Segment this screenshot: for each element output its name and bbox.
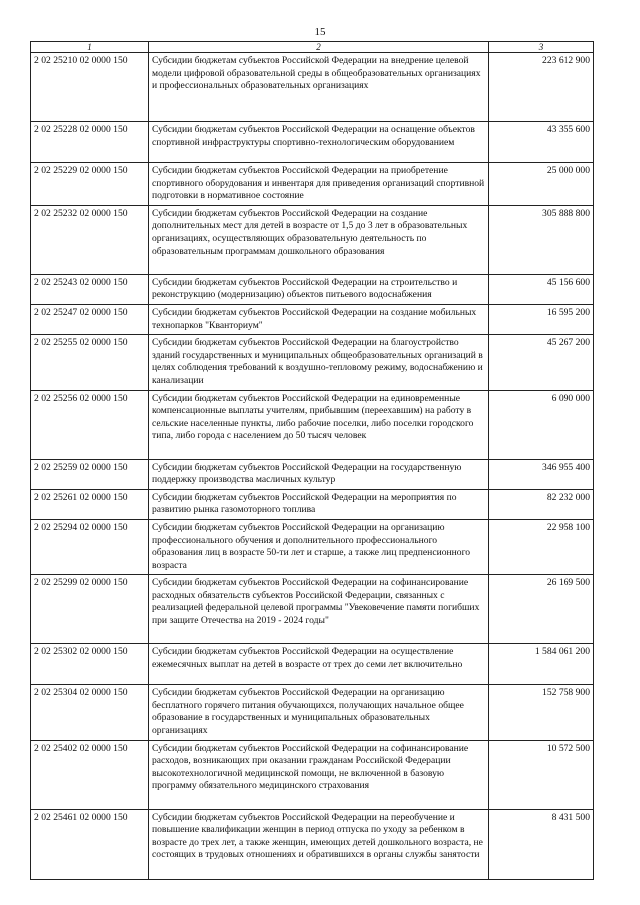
amount-cell: 22 958 100 bbox=[489, 519, 594, 574]
description-cell: Субсидии бюджетам субъектов Российской Федерации на организацию профессионального обучения и дополнительного профессионального образования лиц в возрасте 50-ти лет и старше, а также лиц предпенсионного возраста bbox=[149, 519, 489, 574]
code-cell: 2 02 25229 02 0000 150 bbox=[31, 163, 149, 206]
code-cell: 2 02 25304 02 0000 150 bbox=[31, 685, 149, 740]
description-cell: Субсидии бюджетам субъектов Российской Федерации на оснащение объектов спортивной инфраструктуры спортивно-технологическим оборудованием bbox=[149, 122, 489, 163]
amount-cell: 223 612 900 bbox=[489, 53, 594, 122]
code-cell: 2 02 25256 02 0000 150 bbox=[31, 390, 149, 459]
table-row bbox=[31, 685, 594, 740]
description-cell: Субсидии бюджетам субъектов Российской Федерации на осуществление ежемесячных выплат на детей в возрасте от трех до семи лет включительно bbox=[149, 644, 489, 685]
amount-cell: 305 888 800 bbox=[489, 205, 594, 274]
table-row bbox=[31, 274, 594, 304]
table-row bbox=[31, 519, 594, 574]
code-cell: 2 02 25294 02 0000 150 bbox=[31, 519, 149, 574]
amount-cell: 10 572 500 bbox=[489, 740, 594, 809]
table-row bbox=[31, 644, 594, 685]
table-row bbox=[31, 809, 594, 879]
code-cell: 2 02 25302 02 0000 150 bbox=[31, 644, 149, 685]
description-cell: Субсидии бюджетам субъектов Российской Федерации на единовременные компенсационные выплаты учителям, прибывшим (переехавшим) на работу в сельские населенные пункты, либо рабочие поселки, либо поселки городского типа, либо города с населением до 50 тысяч человек bbox=[149, 390, 489, 459]
code-cell: 2 02 25243 02 0000 150 bbox=[31, 274, 149, 304]
amount-cell: 43 355 600 bbox=[489, 122, 594, 163]
code-cell: 2 02 25402 02 0000 150 bbox=[31, 740, 149, 809]
amount-cell: 82 232 000 bbox=[489, 489, 594, 519]
amount-cell: 45 267 200 bbox=[489, 335, 594, 390]
table-row bbox=[31, 335, 594, 390]
amount-cell: 45 156 600 bbox=[489, 274, 594, 304]
code-cell: 2 02 25261 02 0000 150 bbox=[31, 489, 149, 519]
table-row bbox=[31, 304, 594, 334]
budget-table bbox=[30, 41, 594, 880]
table-row bbox=[31, 740, 594, 809]
amount-cell: 6 090 000 bbox=[489, 390, 594, 459]
description-cell: Субсидии бюджетам субъектов Российской Федерации на государственную поддержку производства масличных культур bbox=[149, 459, 489, 489]
code-cell: 2 02 25299 02 0000 150 bbox=[31, 575, 149, 644]
table-header-row bbox=[31, 42, 594, 53]
table-row bbox=[31, 205, 594, 274]
page-number: 15 bbox=[314, 26, 326, 38]
description-cell: Субсидии бюджетам субъектов Российской Федерации на внедрение целевой модели цифровой образовательной среды в общеобразовательных организациях и профессиональных образовательных организациях bbox=[149, 53, 489, 122]
description-cell: Субсидии бюджетам субъектов Российской Федерации на создание дополнительных мест для детей в возрасте от 1,5 до 3 лет в образовательных организациях, осуществляющих образовательную деятельность по образовательным программам дошкольного образования bbox=[149, 205, 489, 274]
table-row bbox=[31, 53, 594, 122]
description-cell: Субсидии бюджетам субъектов Российской Федерации на строительство и реконструкцию (модернизацию) объектов питьевого водоснабжения bbox=[149, 274, 489, 304]
description-cell: Субсидии бюджетам субъектов Российской Федерации на создание мобильных технопарков "Кванториум" bbox=[149, 304, 489, 334]
code-cell: 2 02 25228 02 0000 150 bbox=[31, 122, 149, 163]
amount-cell: 16 595 200 bbox=[489, 304, 594, 334]
table-row bbox=[31, 390, 594, 459]
amount-cell: 152 758 900 bbox=[489, 685, 594, 740]
code-cell: 2 02 25210 02 0000 150 bbox=[31, 53, 149, 122]
description-cell: Субсидии бюджетам субъектов Российской Федерации на переобучение и повышение квалификации женщин в период отпуска по уходу за ребенком в возрасте до трех лет, а также женщин, имеющих детей дошкольного возраста, не состоящих в трудовых отношениях и обратившихся в органы службы занятости bbox=[149, 809, 489, 879]
table-row bbox=[31, 122, 594, 163]
amount-cell: 8 431 500 bbox=[489, 809, 594, 879]
code-cell: 2 02 25259 02 0000 150 bbox=[31, 459, 149, 489]
description-cell: Субсидии бюджетам субъектов Российской Федерации на мероприятия по развитию рынка газомоторного топлива bbox=[149, 489, 489, 519]
table-row bbox=[31, 489, 594, 519]
code-cell: 2 02 25255 02 0000 150 bbox=[31, 335, 149, 390]
column-number-3: 3 bbox=[489, 42, 594, 53]
column-number-2: 2 bbox=[149, 42, 489, 53]
description-cell: Субсидии бюджетам субъектов Российской Федерации на благоустройство зданий государственных и муниципальных общеобразовательных организаций в целях соблюдения требований к воздушно-тепловому режиму, водоснабжению и канализации bbox=[149, 335, 489, 390]
table-body bbox=[31, 53, 594, 880]
table-row bbox=[31, 459, 594, 489]
amount-cell: 1 584 061 200 bbox=[489, 644, 594, 685]
amount-cell: 26 169 500 bbox=[489, 575, 594, 644]
amount-cell: 346 955 400 bbox=[489, 459, 594, 489]
table-row bbox=[31, 163, 594, 206]
description-cell: Субсидии бюджетам субъектов Российской Федерации на софинансирование расходов, возникающих при оказании гражданам Российской Федерации высокотехнологичной медицинской помощи, не включенной в базовую программу обязательного медицинского страхования bbox=[149, 740, 489, 809]
amount-cell: 25 000 000 bbox=[489, 163, 594, 206]
description-cell: Субсидии бюджетам субъектов Российской Федерации на софинансирование расходных обязательств субъектов Российской Федерации, связанных с реализацией федеральной целевой программы "Увековечение памяти погибших при защите Отечества на 2019 - 2024 годы" bbox=[149, 575, 489, 644]
table-row bbox=[31, 575, 594, 644]
code-cell: 2 02 25232 02 0000 150 bbox=[31, 205, 149, 274]
column-number-1: 1 bbox=[31, 42, 149, 53]
code-cell: 2 02 25247 02 0000 150 bbox=[31, 304, 149, 334]
description-cell: Субсидии бюджетам субъектов Российской Федерации на организацию бесплатного горячего питания обучающихся, получающих начальное общее образование в государственных и муниципальных образовательных организациях bbox=[149, 685, 489, 740]
code-cell: 2 02 25461 02 0000 150 bbox=[31, 809, 149, 879]
description-cell: Субсидии бюджетам субъектов Российской Федерации на приобретение спортивного оборудования и инвентаря для приведения организаций спортивной подготовки в нормативное состояние bbox=[149, 163, 489, 206]
